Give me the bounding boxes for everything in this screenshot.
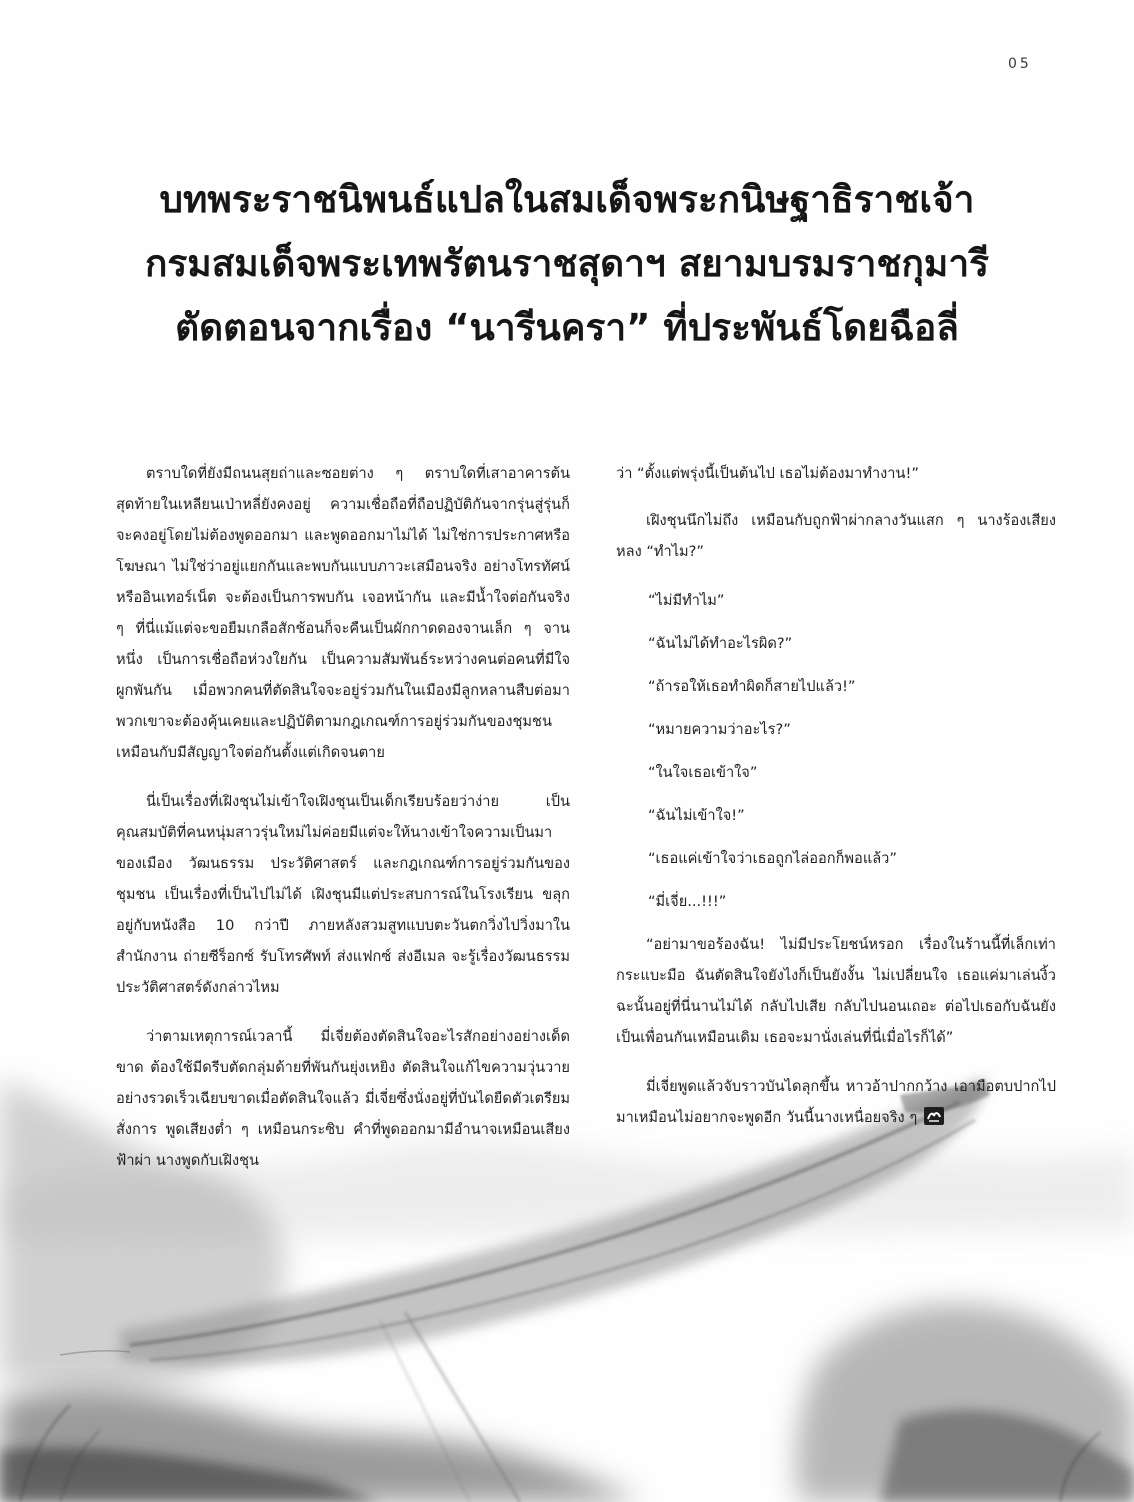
closing-paragraph (616, 1071, 1056, 1133)
dialogue-line: “ในใจเธอเข้าใจ” (648, 764, 758, 781)
continuation-paragraph: ว่า “ตั้งแต่พรุ่งนี้เป็นต้นไป เธอไม่ต้องมาทำงาน!” (616, 465, 919, 482)
end-of-article-mark-icon (924, 1107, 944, 1125)
dialogue-line: “ไม่มีทำไม” (648, 592, 725, 609)
body-paragraph: “อย่ามาขอร้องฉัน! ไม่มีประโยชน์หรอก เรื่องในร้านนี้ที่เล็กเท่ากระแบะมือ ฉันตัดสินใจยังไงก็เป็นยังงั้น ไม่เปลี่ยนใจ เธอแค่มาเล่นงิ้ว ฉะนั้นอยู่ที่นี่นานไม่ได้ กลับไปเสีย กลับไปนอนเถอะ ต่อไปเธอกับฉันยังเป็นเพื่อนกันเหมือนเดิม เธอจะมานั่งเล่นที่นี่เมื่อไรก็ได้” (616, 936, 1056, 1046)
body-paragraph: นี่เป็นเรื่องที่เฝิงชุนไม่เข้าใจเฝิงชุนเป็นเด็กเรียบร้อยว่าง่าย เป็นคุณสมบัติที่คนหนุ่มสาวรุ่นใหม่ไม่ค่อยมีแต่จะให้นางเข้าใจความเป็นมาของเมือง วัฒนธรรม ประวัติศาสตร์ และกฎเกณฑ์การอยู่ร่วมกันของชุมชน เป็นเรื่องที่เป็นไปไม่ได้ เฝิงชุนมีแต่ประสบการณ์ในโรงเรียน ขลุกอยู่กับหนังสือ 10 กว่าปี ภายหลังสวมสูทแบบตะวันตกวิ่งไปวิ่งมาในสำนักงาน ถ่ายซีร็อกซ์ รับโทรศัพท์ ส่งแฟกซ์ ส่งอีเมล จะรู้เรื่องวัฒนธรรมประวัติศาสตร์ดังกล่าวไหม (116, 793, 570, 996)
article-headline (40, 168, 1094, 360)
headline-line: ตัดตอนจากเรื่อง “นารีนครา” ที่ประพันธ์โดยฉือลี่ (175, 306, 959, 349)
dialogue-line: “หมายความว่าอะไร?” (648, 721, 791, 738)
body-paragraph: ตราบใดที่ยังมีถนนสุยถ่าและซอยต่าง ๆ ตราบใดที่เสาอาคารต้นสุดท้ายในเหลียนเป่าหลี่ยังคงอยู่ ความเชื่อถือที่ถือปฏิบัติกันจากรุ่นสู่รุ่นก็จะคงอยู่โดยไม่ต้องพูดออกมา และพูดออกมาไม่ได้ ไม่ใช่การประกาศหรือโฆษณา ไม่ใช่ว่าอยู่แยกกันและพบกันแบบภาวะเสมือนจริง อย่างโทรทัศน์หรืออินเทอร์เน็ต จะต้องเป็นการพบกัน เจอหน้ากัน และมีน้ำใจต่อกันจริง ๆ ที่นี่แม้แต่จะขอยืมเกลือสักช้อนก็จะคืนเป็นผักกาดดองจานเล็ก ๆ จานหนึ่ง เป็นการเชื่อถือห่วงใยกัน เป็นความสัมพันธ์ระหว่างคนต่อคนที่มีใจผูกพันกัน เมื่อพวกคนที่ตัดสินใจจะอยู่ร่วมกันในเมืองมีลูกหลานสืบต่อมา พวกเขาจะต้องคุ้นเคยและปฏิบัติตามกฎเกณฑ์การอยู่ร่วมกันของชุมชน เหมือนกับมีสัญญาใจต่อกันตั้งแต่เกิดจนตาย (116, 465, 570, 761)
headline-line: กรมสมเด็จพระเทพรัตนราชสุดาฯ สยามบรมราชกุมารี (145, 242, 989, 285)
body-paragraph: ว่าตามเหตุการณ์เวลานี้ มี่เจี่ยต้องตัดสินใจอะไรสักอย่างอย่างเด็ดขาด ต้องใช้มีดรีบตัดกลุ่มด้ายที่พันกันยุ่งเหยิง ตัดสินใจแก้ไขความวุ่นวายอย่างรวดเร็วเฉียบขาดเมื่อตัดสินใจแล้ว มี่เจี่ยซึ่งนั่งอยู่ที่บันไดยืดตัวเตรียมสั่งการ พูดเสียงต่ำ ๆ เหมือนกระซิบ คำที่พูดออกมามีอำนาจเหมือนเสียงฟ้าผ่า นางพูดกับเฝิงชุน (116, 1028, 570, 1169)
page-number: 05 (1008, 56, 1032, 72)
right-column (616, 458, 1056, 1151)
dialogue-line: “ถ้ารอให้เธอทำผิดก็สายไปแล้ว!” (648, 678, 856, 695)
dialogue-line: “ฉันไม่เข้าใจ!” (648, 807, 745, 824)
left-column (116, 458, 570, 1194)
body-paragraph: เฝิงชุนนึกไม่ถึง เหมือนกับถูกฟ้าผ่ากลางวันแสก ๆ นางร้องเสียงหลง “ทำไม?” (616, 512, 1056, 560)
dialogue-line: “มี่เจี่ย...!!!” (648, 893, 727, 910)
dialogue-line: “เธอแค่เข้าใจว่าเธอถูกไล่ออกก็พอแล้ว” (648, 850, 897, 867)
headline-line: บทพระราชนิพนธ์แปลในสมเด็จพระกนิษฐาธิราชเจ้า (159, 178, 975, 221)
closing-text: มี่เจี่ยพูดแล้วจับราวบันไดลุกขึ้น หาวอ้าปากกว้าง เอามือตบปากไปมาเหมือนไม่อยากจะพูดอีก วันนี้นางเหนื่อยจริง ๆ (616, 1078, 1056, 1126)
dialogue-line: “ฉันไม่ได้ทำอะไรผิด?” (648, 635, 793, 652)
